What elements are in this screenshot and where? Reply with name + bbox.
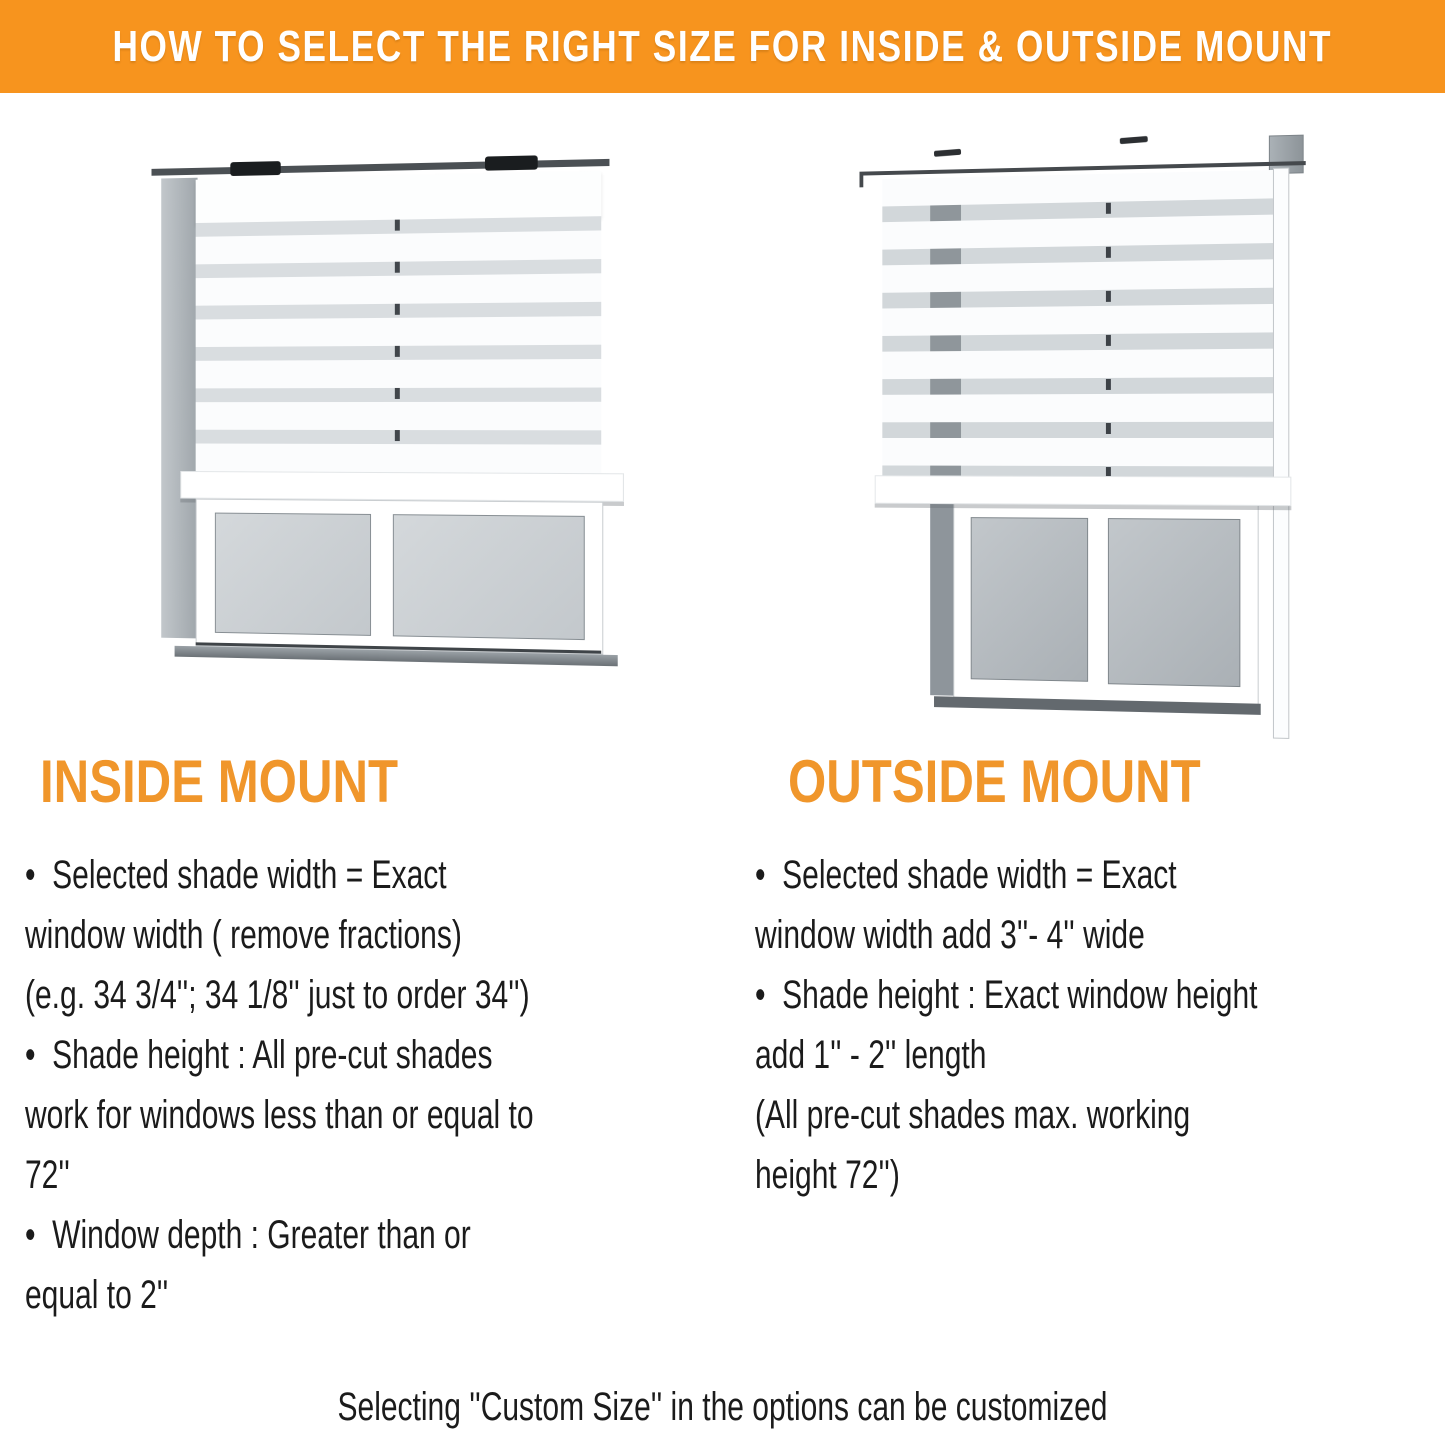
instruction-line: work for windows less than or equal to: [25, 1093, 534, 1137]
shade-bottom-rail: [180, 471, 624, 502]
window-left-jamb: [161, 178, 197, 639]
instruction-line: add 1'' - 2'' length: [755, 1033, 987, 1077]
wall-screw-dash: [934, 149, 961, 157]
window-left-jamb: [930, 502, 953, 696]
instruction-line: height 72''): [755, 1153, 900, 1197]
window-pane-left: [971, 517, 1088, 682]
inside-mount-heading: INSIDE MOUNT: [40, 748, 399, 815]
window-mullion-behind-shade: [1106, 174, 1111, 476]
wall-screw-dash: [1120, 136, 1148, 144]
instruction-line: equal to 2'': [25, 1273, 169, 1317]
instruction-line: • Shade height : All pre-cut shades: [25, 1033, 493, 1077]
window-mullion-behind-shade: [395, 220, 400, 473]
shade-bottom-rail: [875, 475, 1292, 506]
inside-mount-illustration: [155, 150, 595, 675]
outside-mount-illustration: [868, 132, 1328, 744]
inside-mount-instructions: [25, 845, 715, 1325]
window-pane-right: [393, 514, 585, 640]
shade-side-rail: [1273, 168, 1289, 739]
instruction-line: • Shade height : Exact window height: [755, 973, 1258, 1017]
instruction-line: • Selected shade width = Exact: [25, 853, 447, 897]
instruction-line: (e.g. 34 3/4''; 34 1/8'' just to order 34''): [25, 973, 530, 1017]
instruction-line: window width add 3''- 4'' wide: [755, 913, 1145, 957]
instruction-line: (All pre-cut shades max. working: [755, 1093, 1191, 1137]
window-frame-behind-shade: [930, 177, 961, 475]
window-pane-right: [1108, 518, 1240, 687]
mounting-rod-end: [859, 172, 863, 188]
window-pane-left: [215, 513, 371, 636]
instruction-line: 72'': [25, 1153, 70, 1197]
inside-mount-window: [161, 145, 597, 680]
banner: [0, 0, 1445, 93]
instruction-line: • Selected shade width = Exact: [755, 853, 1177, 897]
custom-size-note: Selecting ''Custom Size'' in the options can be customized: [337, 1385, 1108, 1429]
mounting-clip: [230, 161, 280, 176]
instruction-line: window width ( remove fractions): [25, 913, 462, 957]
banner-title: HOW TO SELECT THE RIGHT SIZE FOR INSIDE & OUTSIDE MOUNT: [112, 21, 1333, 71]
outside-mount-heading: OUTSIDE MOUNT: [788, 748, 1201, 815]
instruction-line: • Window depth : Greater than or: [25, 1213, 471, 1257]
mounting-clip: [485, 155, 538, 170]
outside-mount-instructions: [755, 845, 1445, 1205]
outside-mount-window: [875, 126, 1331, 750]
